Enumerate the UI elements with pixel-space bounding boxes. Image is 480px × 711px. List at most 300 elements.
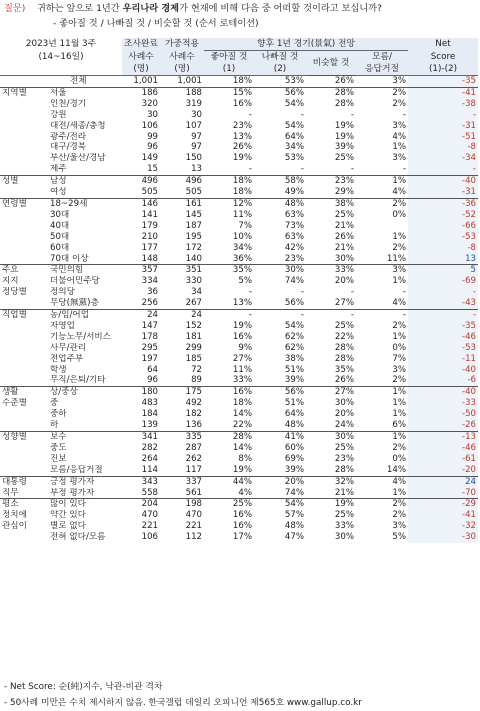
sample-count: 177 <box>141 242 159 253</box>
sample-count: 204 <box>122 499 160 510</box>
segment-label: 광주/전라 <box>50 131 87 142</box>
sample-count: 1,001 <box>122 76 160 88</box>
weighted-count: 152 <box>185 320 203 331</box>
same-pct: 39% <box>334 142 355 153</box>
worse-pct: 56% <box>254 387 306 398</box>
group-label: 성별 <box>0 176 44 187</box>
dk-pct: 3% <box>392 364 407 375</box>
worse-pct: 42% <box>284 242 305 253</box>
worse-pct: 73% <box>284 220 305 231</box>
worse-pct: 54% <box>284 120 305 131</box>
segment-label: 모름/응답거절 <box>50 464 103 475</box>
dk-pct: 2% <box>392 320 407 331</box>
dk-pct: 5% <box>392 532 407 543</box>
sample-count: 210 <box>141 231 159 242</box>
better-pct: 16% <box>232 98 253 109</box>
weighted-count: 34 <box>191 287 203 298</box>
same-pct: 25% <box>334 209 355 220</box>
weighted-count: 97 <box>191 131 203 142</box>
better-pct: 8% <box>238 453 253 464</box>
table-row <box>0 375 478 386</box>
dk-pct: 3% <box>392 521 407 532</box>
same-pct: 19% <box>306 499 356 510</box>
group-label <box>0 164 44 175</box>
weighted-count: 145 <box>185 209 203 220</box>
better-pct: 9% <box>238 342 253 353</box>
segment-label: 부산/울산/경남 <box>50 153 106 164</box>
better-pct: 19% <box>232 320 253 331</box>
better-pct: 13% <box>232 298 253 309</box>
table-row <box>0 243 478 254</box>
group-label <box>0 332 44 343</box>
sample-count: 334 <box>141 276 159 287</box>
sample-count: 106 <box>141 120 159 131</box>
same-pct: 20% <box>334 409 355 420</box>
better-pct: 35% <box>204 265 254 276</box>
group-label <box>0 76 44 88</box>
better-pct: 36% <box>232 253 253 264</box>
dk-pct: 11% <box>386 253 407 264</box>
group-label: 연령별 <box>0 198 44 209</box>
segment-label: 부정 평가자 <box>50 487 95 498</box>
net-score: -40 <box>408 387 478 398</box>
weighted-count: 24 <box>160 310 204 321</box>
weighted-count: 335 <box>160 432 204 443</box>
worse-pct: 53% <box>254 76 306 88</box>
same-pct: 26% <box>334 231 355 242</box>
group-label: 대통령 <box>0 476 44 487</box>
same-pct: - <box>350 164 355 175</box>
net-score: -35 <box>408 321 478 332</box>
segment-label: 60대 <box>50 242 70 253</box>
table-body <box>0 76 478 544</box>
dk-pct: 7% <box>392 353 407 364</box>
net-score: -50 <box>408 409 478 420</box>
table-row <box>0 198 478 209</box>
group-label <box>0 420 44 431</box>
segment-label: 국민의힘 <box>44 265 122 276</box>
worse-pct: 53% <box>284 153 305 164</box>
weighted-count: 187 <box>185 220 203 231</box>
sample-count: 186 <box>122 87 160 98</box>
net-score: - <box>408 164 478 175</box>
worse-pct: 30% <box>254 265 306 276</box>
segment-label: 하 <box>50 420 59 431</box>
question-block <box>0 0 480 38</box>
same-pct: - <box>350 109 355 120</box>
footnote-net: - Net Score: 순(純)지수, 낙관-비관 격차 <box>4 682 163 692</box>
net-score: -38 <box>408 99 478 110</box>
net-label-2: Score <box>408 51 478 64</box>
net-score: -66 <box>408 221 478 232</box>
sample-count: 343 <box>122 476 160 487</box>
dk-pct: 0% <box>392 453 407 464</box>
segment-label: 학생 <box>50 364 67 375</box>
dk-pct: 2% <box>356 87 408 98</box>
better-pct: 18% <box>232 187 253 198</box>
worse-pct: 56% <box>284 298 305 309</box>
worse-pct: 48% <box>284 521 305 532</box>
segment-label: 무직/은퇴/기타 <box>50 375 106 386</box>
worse-pct: 20% <box>254 476 306 487</box>
worse-pct: 48% <box>284 420 305 431</box>
table-row <box>0 510 478 521</box>
sample-count: 180 <box>122 387 160 398</box>
dates-label: (14~16일) <box>38 51 84 62</box>
weighted-count: 136 <box>185 420 203 431</box>
weighted-count: 30 <box>191 109 203 120</box>
better-pct: 18% <box>232 398 253 409</box>
net-score: -31 <box>408 121 478 132</box>
segment-label: 무당(無黨)층 <box>50 298 99 309</box>
better-pct: 23% <box>232 120 253 131</box>
better-pct: 28% <box>204 432 254 443</box>
better-pct: 16% <box>204 387 254 398</box>
results-table <box>0 38 478 543</box>
n-label-1: 사례수 <box>122 51 160 64</box>
dk-pct: 3% <box>356 265 408 276</box>
net-score: -40 <box>408 365 478 376</box>
net-score: 5 <box>408 265 478 276</box>
same-pct: 29% <box>334 187 355 198</box>
net-score: -61 <box>408 454 478 465</box>
worse-pct: - <box>300 164 305 175</box>
better-pct: - <box>248 109 253 120</box>
better-pct: 18% <box>204 76 254 88</box>
weighted-count: 195 <box>185 231 203 242</box>
net-score: -13 <box>408 432 478 443</box>
group-label <box>0 354 44 365</box>
group-label: 수준별 <box>2 398 27 409</box>
weighted-count: 112 <box>185 532 203 543</box>
better-pct: 16% <box>232 331 253 342</box>
table-row <box>0 265 478 276</box>
sample-count: 99 <box>147 131 159 142</box>
table-row <box>0 221 478 232</box>
better-pct: 14% <box>232 409 253 420</box>
better-pct: 11% <box>232 209 253 220</box>
better-pct: 26% <box>232 142 253 153</box>
better-pct: 18% <box>204 176 254 187</box>
segment-label: 18~29세 <box>44 198 122 209</box>
dk-pct: - <box>402 164 407 175</box>
worse-pct: 23% <box>284 253 305 264</box>
group-label <box>0 298 44 309</box>
sample-count: 139 <box>141 420 159 431</box>
net-score: 24 <box>408 476 478 487</box>
better-pct: 22% <box>232 420 253 431</box>
worse-pct: 74% <box>284 487 305 498</box>
group-label <box>0 99 44 110</box>
table-row <box>0 76 478 88</box>
same-pct: 19% <box>334 131 355 142</box>
dk-pct: - <box>402 287 407 298</box>
same-pct: 33% <box>334 521 355 532</box>
segment-label: 상/중상 <box>44 387 122 398</box>
net-score: -33 <box>408 398 478 409</box>
segment-label: 중하 <box>50 409 67 420</box>
group-label: 생활 <box>0 387 44 398</box>
col2-label: 나빠질 것 <box>254 51 306 64</box>
same-pct: 21% <box>334 242 355 253</box>
table-row <box>0 332 478 343</box>
worse-pct: 39% <box>284 464 305 475</box>
group-label: 정치에 <box>2 510 27 521</box>
same-pct: 22% <box>334 331 355 342</box>
group-label <box>0 110 44 121</box>
outlook-title: 향후 1년 경기(景氣) 전망 <box>204 38 408 51</box>
same-pct: 20% <box>334 276 355 287</box>
dk-pct: 1% <box>356 387 408 398</box>
better-pct: 44% <box>204 476 254 487</box>
same-pct: 26% <box>306 76 356 88</box>
group-label: 직업별 <box>0 310 44 321</box>
segment-label: 인천/경기 <box>50 98 87 109</box>
better-pct: 16% <box>232 521 253 532</box>
better-pct: 10% <box>232 231 253 242</box>
weighted-count: 185 <box>185 353 203 364</box>
worse-pct: 34% <box>284 142 305 153</box>
same-pct: 35% <box>334 364 355 375</box>
group-label: 성향별 <box>0 432 44 443</box>
segment-label: 중 <box>50 398 59 409</box>
col2-num: (2) <box>254 63 306 76</box>
dk-pct: 4% <box>392 298 407 309</box>
dk-pct: 3% <box>356 76 408 88</box>
weighted-count: 330 <box>185 276 203 287</box>
weighted-count: 188 <box>160 87 204 98</box>
group-label: 관심이 <box>2 521 27 532</box>
net-score: - <box>408 287 478 298</box>
weighted-count: 351 <box>160 265 204 276</box>
segment-label: 약간 있다 <box>50 510 86 521</box>
worse-pct: 62% <box>284 331 305 342</box>
same-pct: 21% <box>334 487 355 498</box>
weighted-count: 13 <box>191 164 203 175</box>
col1-label: 좋아질 것 <box>204 51 254 64</box>
same-pct: 24% <box>334 420 355 431</box>
sample-count: 96 <box>147 375 159 386</box>
table-row <box>0 87 478 98</box>
worse-pct: 62% <box>284 342 305 353</box>
same-pct: 25% <box>334 320 355 331</box>
sample-label: 조사완료 <box>124 39 159 50</box>
dk-pct: 1% <box>356 176 408 187</box>
better-pct: 7% <box>238 220 253 231</box>
group-label <box>0 232 44 243</box>
question-options: - 좋아질 것 / 나빠질 것 / 비슷할 것 (순서 로테이션) <box>53 18 259 29</box>
col4-label: 모름/ <box>356 51 408 64</box>
weighted-count: 299 <box>185 342 203 353</box>
worse-pct: 58% <box>254 176 306 187</box>
better-pct: 25% <box>204 499 254 510</box>
better-pct: 19% <box>232 153 253 164</box>
sample-count: 141 <box>141 209 159 220</box>
worse-pct: 54% <box>254 499 306 510</box>
net-score: -31 <box>408 187 478 198</box>
table-row <box>0 187 478 198</box>
worse-pct: 51% <box>284 398 305 409</box>
net-score: -34 <box>408 153 478 164</box>
same-pct: 30% <box>306 432 356 443</box>
group-label <box>0 254 44 265</box>
dk-pct: 3% <box>392 153 407 164</box>
sample-count: 470 <box>141 510 159 521</box>
net-score: -35 <box>408 76 478 88</box>
sample-count: 15 <box>147 164 159 175</box>
weighted-count: 505 <box>185 187 203 198</box>
weighted-count: 492 <box>185 398 203 409</box>
same-pct: - <box>306 310 356 321</box>
same-pct: 27% <box>334 298 355 309</box>
table-row <box>0 99 478 110</box>
dk-pct: 1% <box>356 432 408 443</box>
sample-count: 114 <box>141 464 159 475</box>
col3-label: 비슷할 것 <box>306 51 356 76</box>
same-pct: 25% <box>334 442 355 453</box>
better-pct: 19% <box>232 464 253 475</box>
same-pct: 28% <box>306 87 356 98</box>
net-label: Net <box>408 38 478 51</box>
worse-pct: 39% <box>284 375 305 386</box>
group-label: 정당별 <box>2 287 27 298</box>
net-score: -11 <box>408 354 478 365</box>
same-pct: 38% <box>306 198 356 209</box>
table-row <box>0 176 478 187</box>
net-score: -26 <box>408 420 478 431</box>
worse-pct: 56% <box>254 87 306 98</box>
dk-pct: 1% <box>392 398 407 409</box>
table-row <box>0 142 478 153</box>
worse-pct: - <box>254 310 306 321</box>
net-score: -53 <box>408 232 478 243</box>
col1-num: (1) <box>204 63 254 76</box>
table-row <box>0 409 478 420</box>
table-row <box>0 276 478 287</box>
segment-label: 더불어민주당 <box>50 276 100 287</box>
weighted-count: 221 <box>185 521 203 532</box>
sample-count: 36 <box>147 287 159 298</box>
net-score: - <box>408 310 478 321</box>
group-label <box>0 343 44 354</box>
dk-pct: 1% <box>392 142 407 153</box>
worse-pct: 57% <box>284 510 305 521</box>
group-label: 직무 <box>2 487 19 498</box>
net-score: -29 <box>408 499 478 510</box>
dk-pct: 0% <box>392 209 407 220</box>
group-label <box>0 142 44 153</box>
sample-count: 30 <box>147 109 159 120</box>
net-score: -46 <box>408 332 478 343</box>
same-pct: 19% <box>334 120 355 131</box>
table-row <box>0 310 478 321</box>
same-pct: 26% <box>334 375 355 386</box>
table-row <box>0 521 478 532</box>
better-pct: 13% <box>232 131 253 142</box>
segment-label: 여성 <box>50 187 67 198</box>
sample-count: 106 <box>141 532 159 543</box>
better-pct: 17% <box>232 532 253 543</box>
net-score: -69 <box>408 276 478 287</box>
dk-pct: - <box>356 310 408 321</box>
table-row <box>0 164 478 175</box>
period-label: 2023년 11월 3주 <box>0 38 122 51</box>
same-pct: 28% <box>334 98 355 109</box>
sample-count: 341 <box>122 432 160 443</box>
net-score: 13 <box>408 254 478 265</box>
dk-pct: 4% <box>392 187 407 198</box>
group-label <box>0 454 44 465</box>
question-text: 귀하는 앞으로 1년간 우리나라 경제가 현재에 비해 다음 중 어떠할 것이라고 보십니까? <box>37 3 382 14</box>
net-score: -40 <box>408 176 478 187</box>
segment-label: 50대 <box>50 231 70 242</box>
weighted-count: 181 <box>185 331 203 342</box>
same-pct: 23% <box>306 176 356 187</box>
sample-count: 24 <box>122 310 160 321</box>
table-row <box>0 365 478 376</box>
worse-pct: 54% <box>284 320 305 331</box>
group-label <box>0 187 44 198</box>
weighted-count: 72 <box>191 364 203 375</box>
sample-count: 178 <box>141 331 159 342</box>
segment-label: 40대 <box>50 220 70 231</box>
same-pct: 23% <box>334 453 355 464</box>
dk-pct: 2% <box>392 242 407 253</box>
table-row <box>0 454 478 465</box>
better-pct: 33% <box>232 375 253 386</box>
table-row <box>0 476 478 487</box>
dk-pct: 6% <box>392 420 407 431</box>
same-pct: 28% <box>334 464 355 475</box>
weighted-count: 319 <box>185 98 203 109</box>
sample-count: 357 <box>122 265 160 276</box>
better-pct: 12% <box>204 198 254 209</box>
worse-pct: 49% <box>284 187 305 198</box>
dk-pct: 4% <box>392 131 407 142</box>
group-label <box>0 375 44 386</box>
better-pct: 4% <box>238 487 253 498</box>
segment-label: 기능노무/서비스 <box>50 331 112 342</box>
weighted-count: 287 <box>185 442 203 453</box>
sample-count: 147 <box>141 320 159 331</box>
weighted-count: 182 <box>185 409 203 420</box>
table-row <box>0 354 478 365</box>
table-row <box>0 153 478 164</box>
same-pct: 32% <box>306 476 356 487</box>
sample-count: 496 <box>122 176 160 187</box>
dk-pct: 2% <box>392 98 407 109</box>
net-score: -41 <box>408 510 478 521</box>
same-pct: 30% <box>334 398 355 409</box>
table-row <box>0 321 478 332</box>
weighted-count: 198 <box>160 499 204 510</box>
table-row <box>0 254 478 265</box>
sample-count: 256 <box>141 298 159 309</box>
worse-pct: - <box>300 287 305 298</box>
n-unit-2: (명) <box>160 63 204 76</box>
worse-pct: 47% <box>284 532 305 543</box>
segment-label: 전혀 없다/모름 <box>50 532 106 543</box>
weighted-count: 172 <box>185 242 203 253</box>
net-score: -20 <box>408 465 478 476</box>
dk-pct: 3% <box>392 120 407 131</box>
segment-label: 대구/경북 <box>50 142 87 153</box>
table-row <box>0 398 478 409</box>
better-pct: 15% <box>204 87 254 98</box>
table-row <box>0 499 478 510</box>
net-score: -6 <box>408 375 478 386</box>
same-pct: 28% <box>334 353 355 364</box>
